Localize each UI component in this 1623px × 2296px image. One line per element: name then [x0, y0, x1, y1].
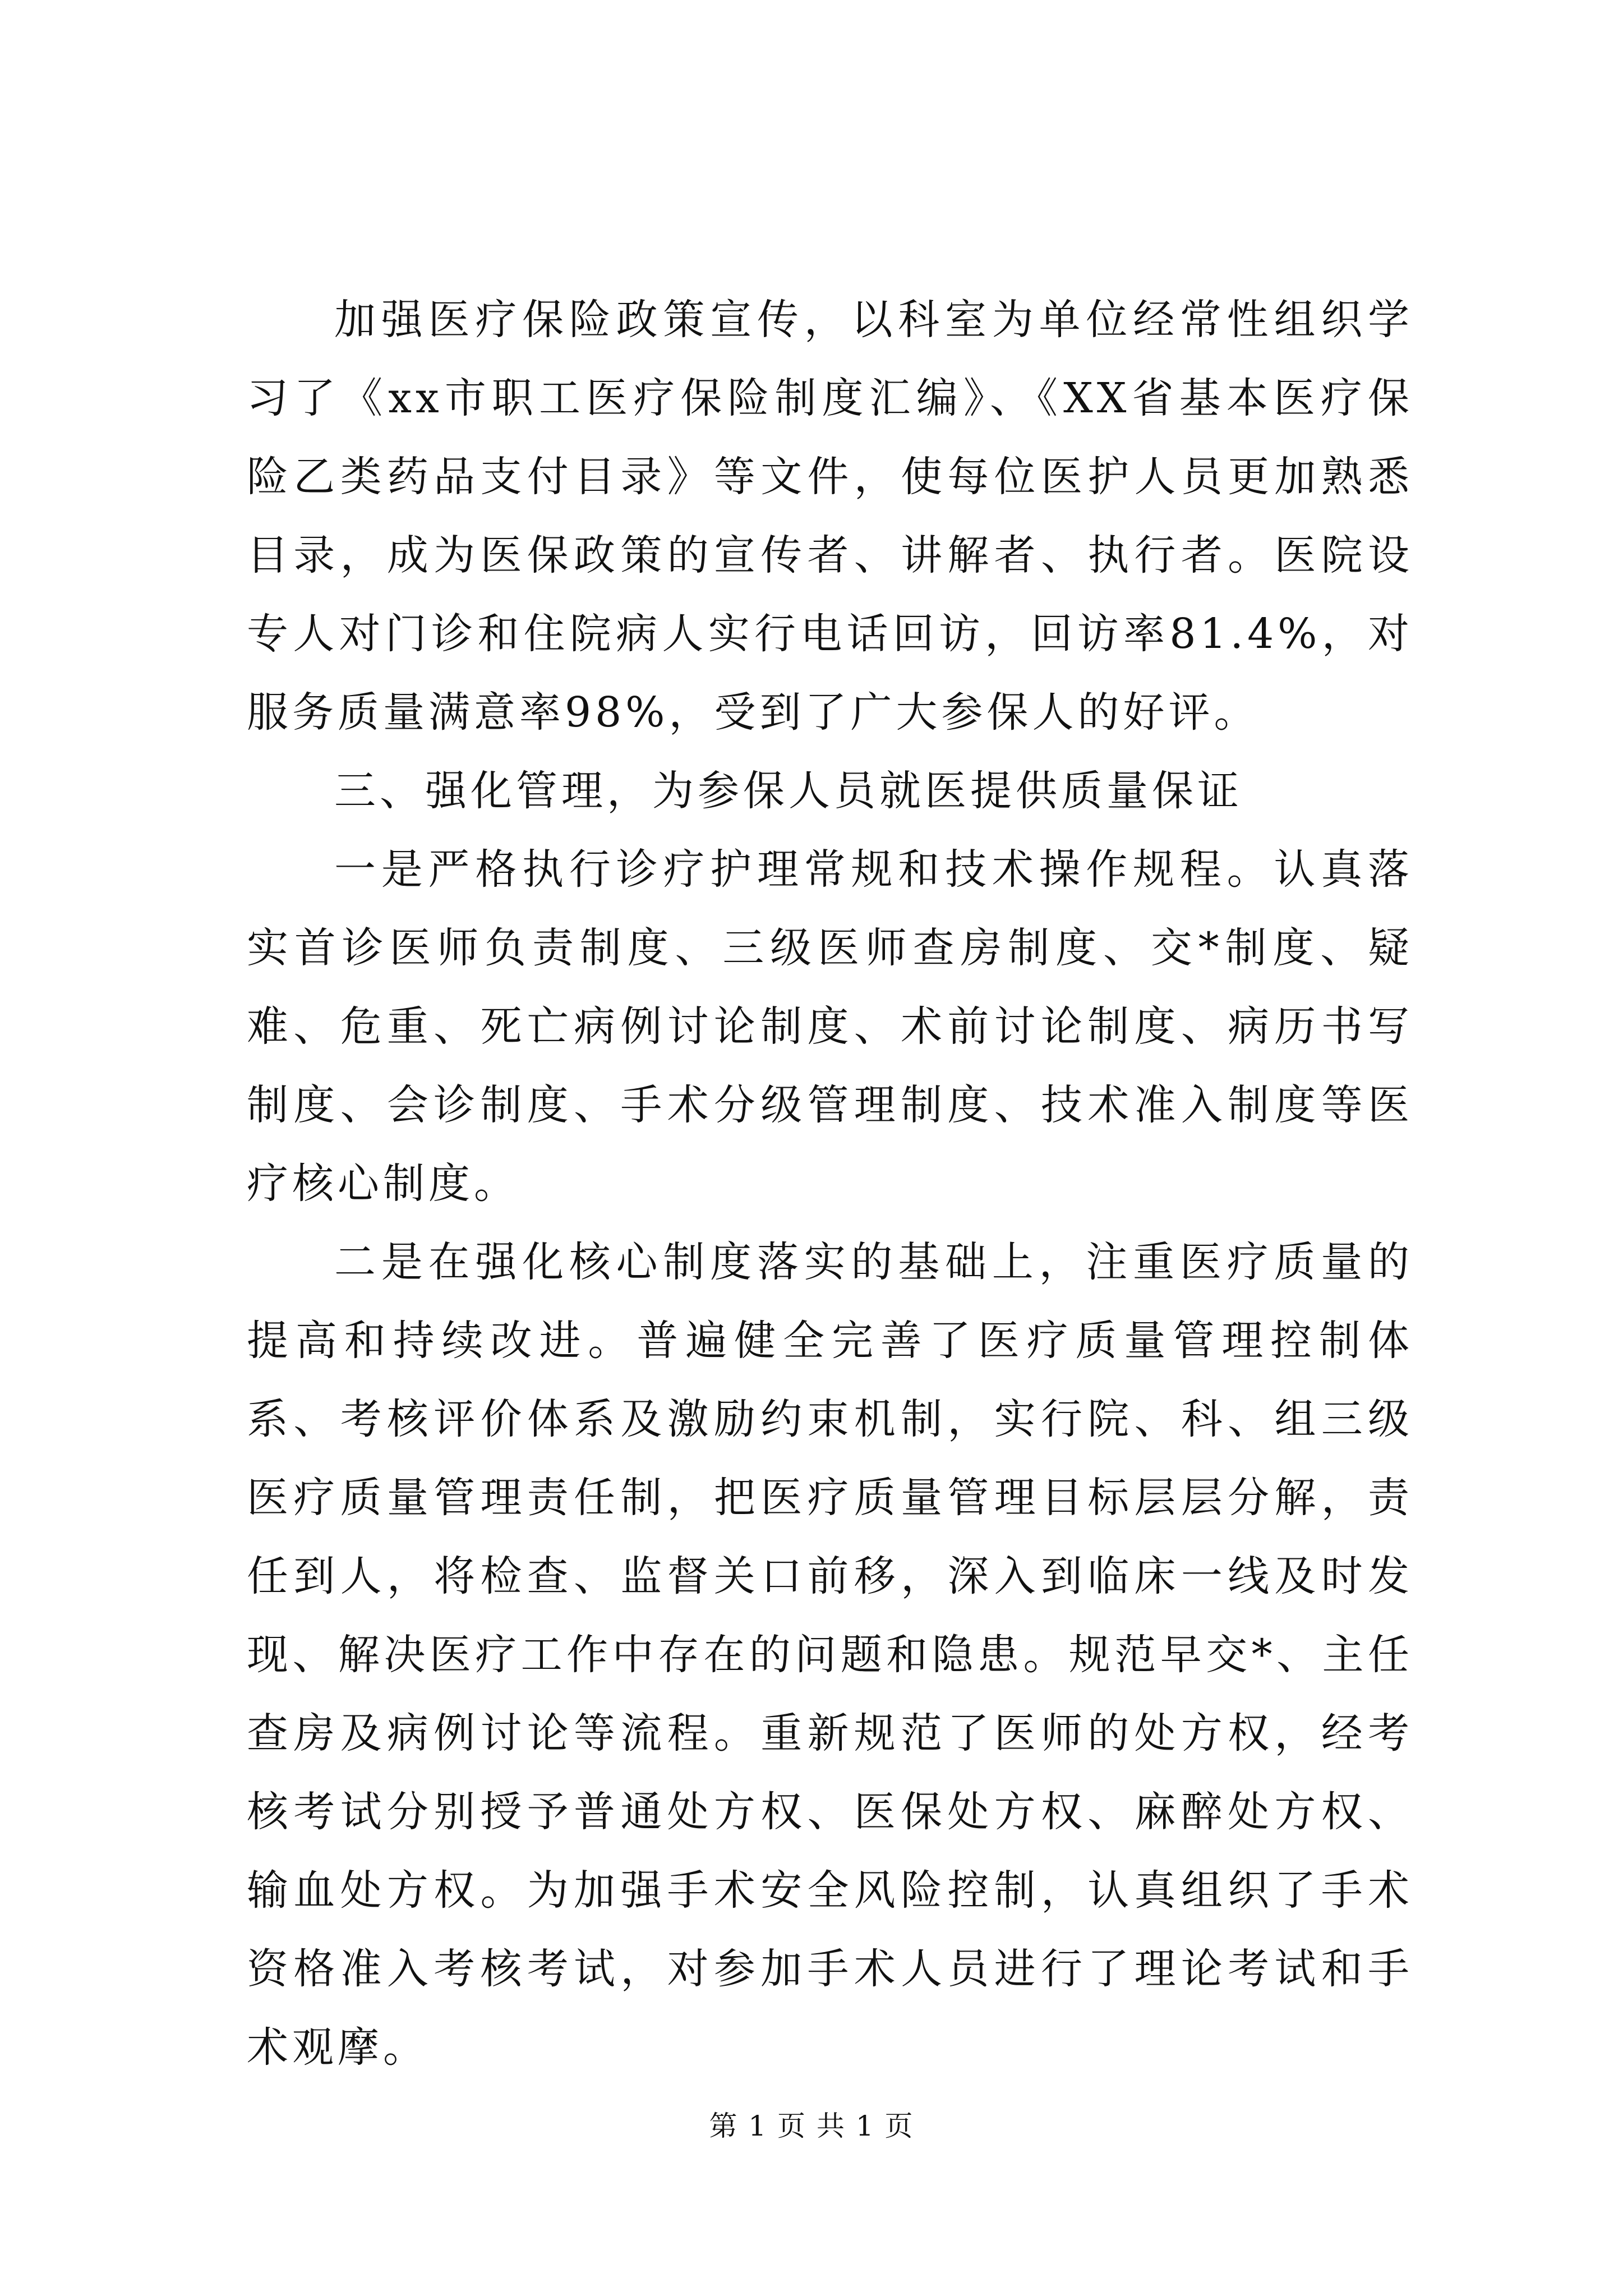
- paragraph-quality-improvement: 二是在强化核心制度落实的基础上，注重医疗质量的提高和持续改进。普遍健全完善了医疗质量管理控制体系、考核评价体系及激励约束机制，实行院、科、组三级医疗质量管理责任制，把医疗质量管理目标层层分解，责任到人，将检查、监督关口前移，深入到临床一线及时发现、解决医疗工作中存在的问题和隐患。规范早交*、主任查房及病例讨论等流程。重新规范了医师的处方权，经考核考试分别授予普通处方权、医保处方权、麻醉处方权、输血处方权。为加强手术安全风险控制，认真组织了手术资格准入考核考试，对参加手术人员进行了理论考试和手术观摩。: [247, 1238, 1413, 2072]
- page-footer: 第 1 页 共 1 页: [709, 2110, 914, 2142]
- section-heading-strengthen-management: 三、强化管理，为参保人员就医提供质量保证: [334, 767, 1243, 815]
- paragraph-policy-publicity: 加强医疗保险政策宣传，以科室为单位经常性组织学习了《xx市职工医疗保险制度汇编》、《XX省基本医疗保险乙类药品支付目录》等文件，使每位医护人员更加熟悉目录，成为医保政策的宣传者、讲解者、执行者。医院设专人对门诊和住院病人实行电话回访，回访率81.4%，对服务质量满意率98%，受到了广大参保人的好评。: [247, 296, 1413, 737]
- paragraph-clinical-procedures: 一是严格执行诊疗护理常规和技术操作规程。认真落实首诊医师负责制度、三级医师查房制度、交*制度、疑难、危重、死亡病例讨论制度、术前讨论制度、病历书写制度、会诊制度、手术分级管理制度、技术准入制度等医疗核心制度。: [247, 845, 1413, 1208]
- document-body: [247, 280, 1413, 2087]
